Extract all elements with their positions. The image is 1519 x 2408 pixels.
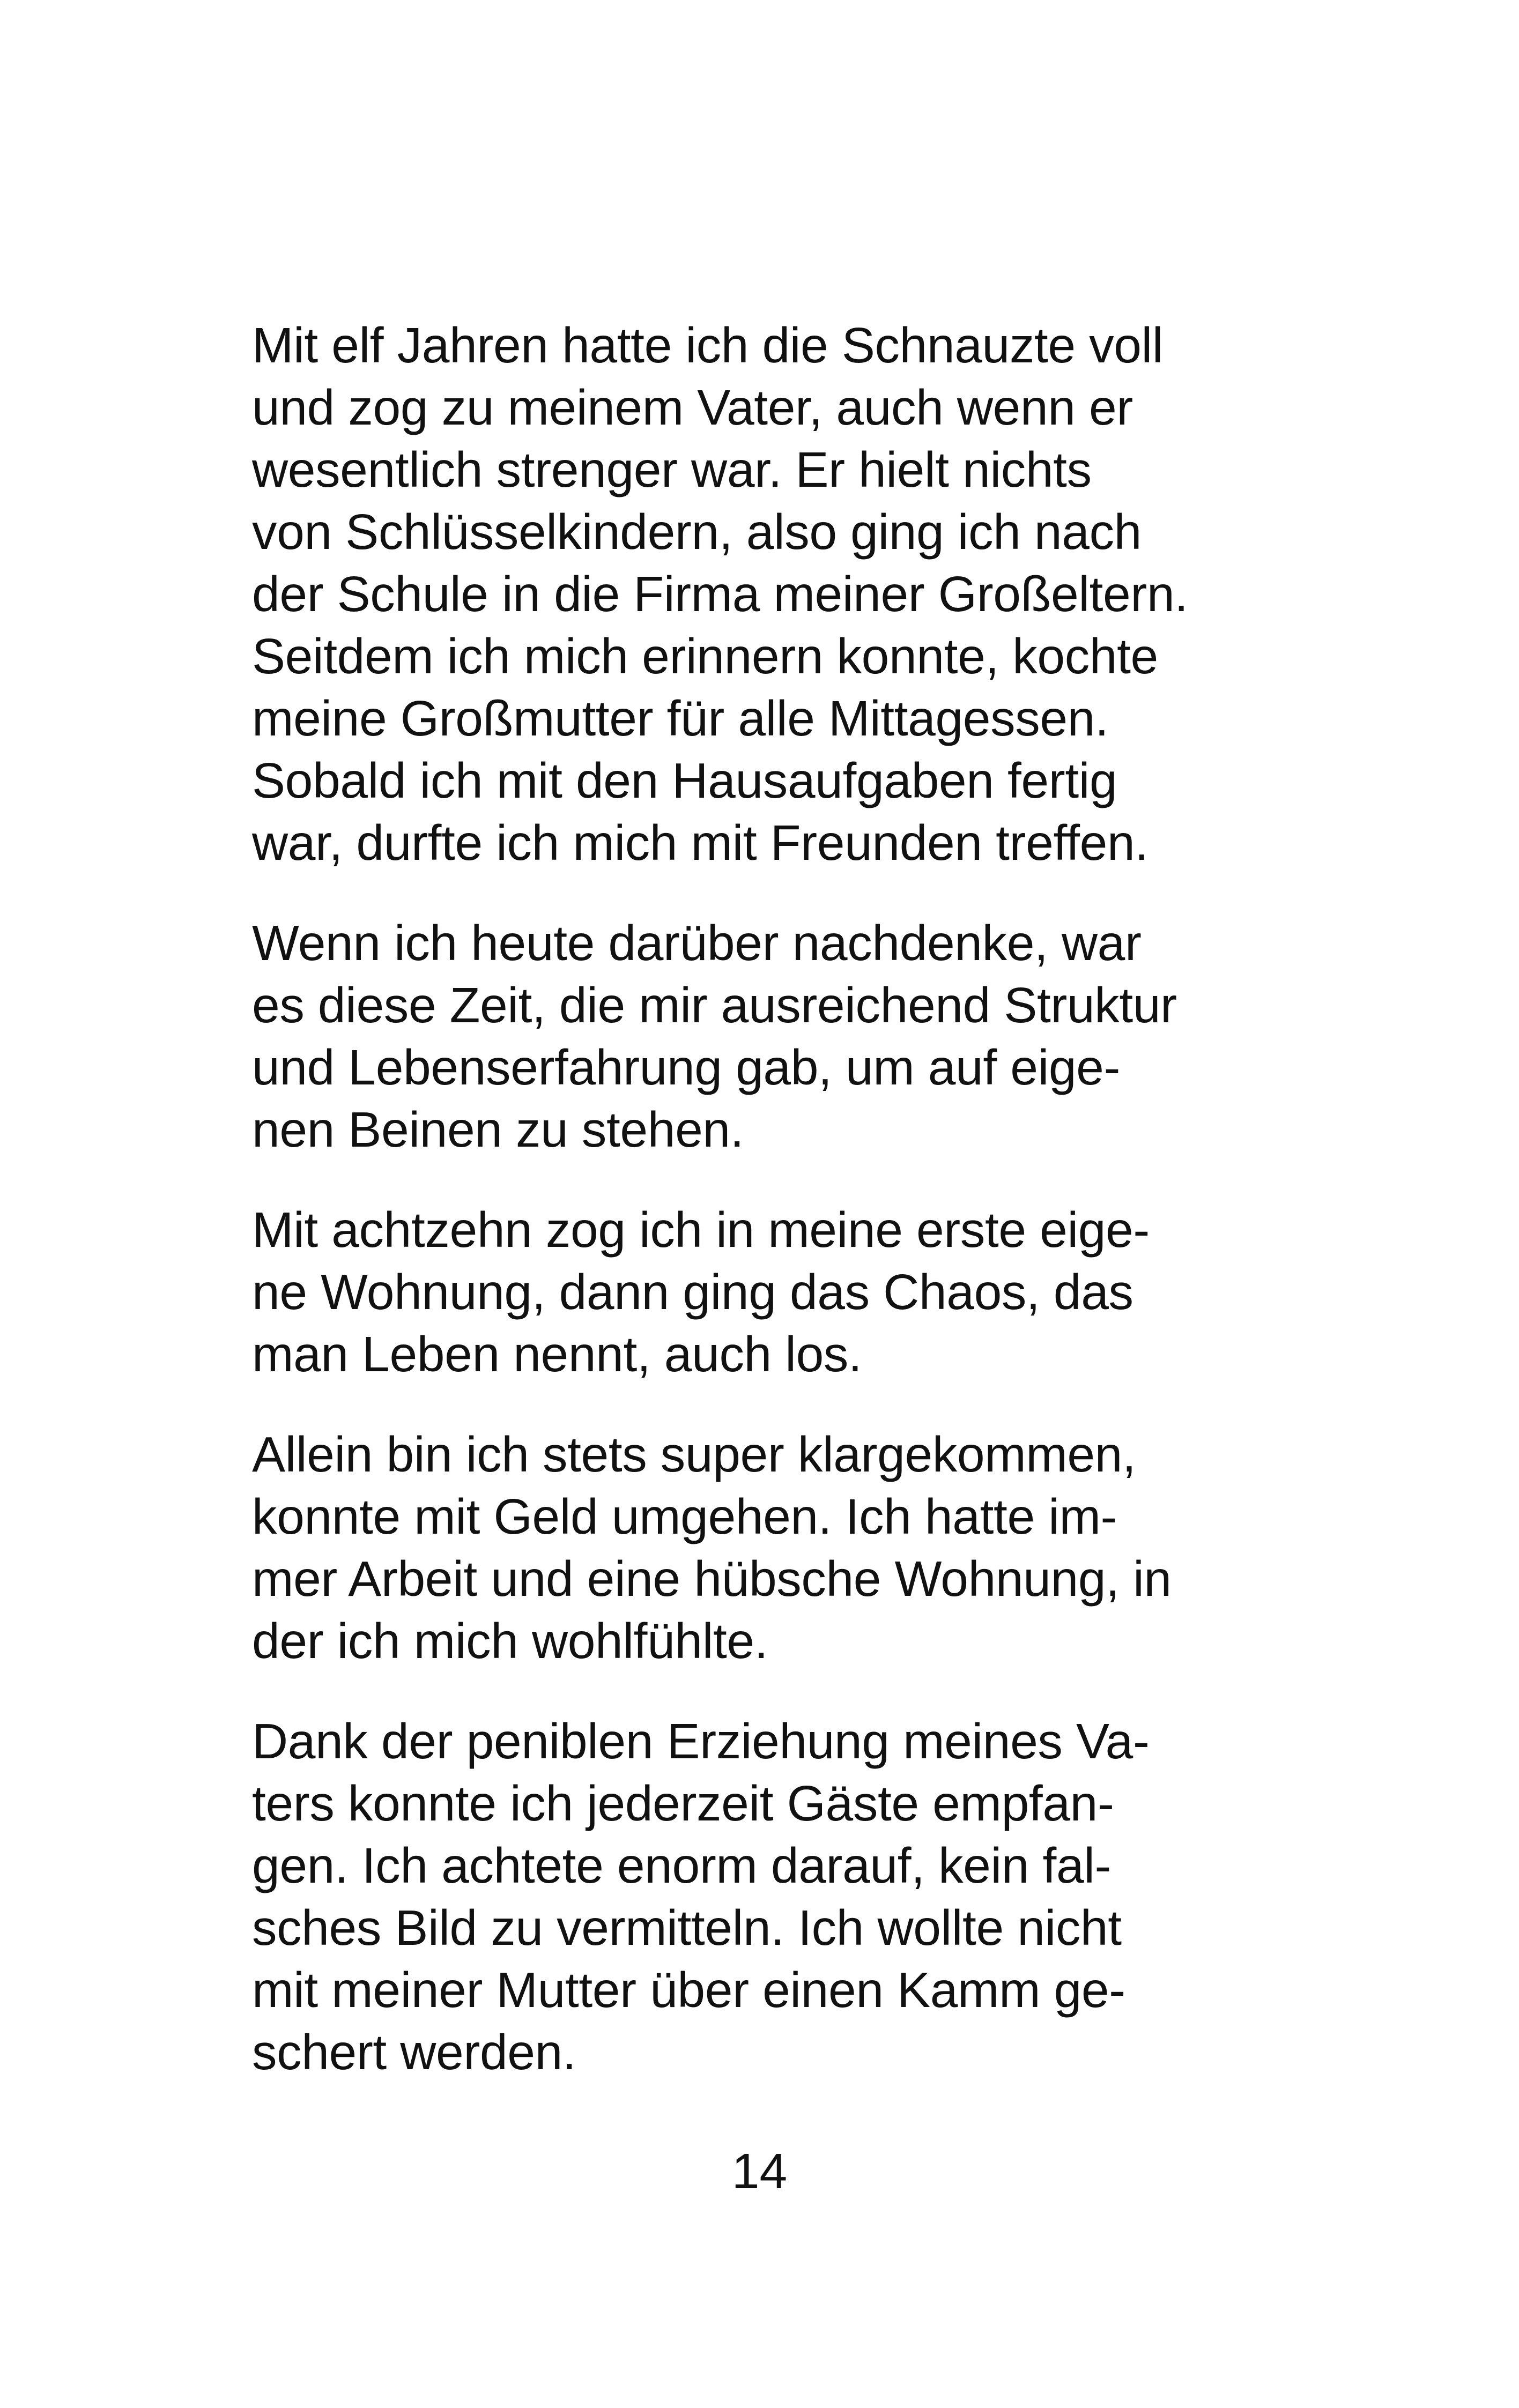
- text-line: der ich mich wohlfühlte.: [252, 1613, 768, 1669]
- paragraph: [252, 314, 1303, 874]
- text-line: Allein bin ich stets super klargekommen,: [252, 1426, 1136, 1482]
- text-line: von Schlüsselkindern, also ging ich nach: [252, 504, 1142, 560]
- text-line: Dank der peniblen Erziehung meines Va-: [252, 1713, 1150, 1769]
- text-line: meine Großmutter für alle Mittagessen.: [252, 690, 1109, 746]
- text-line: ne Wohnung, dann ging das Chaos, das: [252, 1264, 1133, 1320]
- text-line: sches Bild zu vermitteln. Ich wollte nicht: [252, 1900, 1122, 1956]
- text-line: ters konnte ich jederzeit Gäste empfan-: [252, 1775, 1114, 1831]
- text-line: mit meiner Mutter über einen Kamm ge-: [252, 1962, 1125, 2018]
- page-number: 14: [731, 2143, 788, 2199]
- text-line: war, durfte ich mich mit Freunden treffen.: [252, 815, 1148, 871]
- text-line: Mit elf Jahren hatte ich die Schnauzte voll: [252, 317, 1164, 373]
- text-line: und Lebenserfahrung gab, um auf eige-: [252, 1039, 1121, 1095]
- paragraph: [252, 912, 1303, 1161]
- text-line: nen Beinen zu stehen.: [252, 1102, 744, 1157]
- text-line: Sobald ich mit den Hausaufgaben fertig: [252, 753, 1117, 808]
- text-line: schert werden.: [252, 2024, 576, 2080]
- text-line: mer Arbeit und eine hübsche Wohnung, in: [252, 1551, 1172, 1607]
- paragraph: [252, 1423, 1303, 1672]
- text-line: man Leben nennt, auch los.: [252, 1326, 862, 1382]
- text-line: Seitdem ich mich erinnern konnte, kochte: [252, 628, 1158, 684]
- paragraph: [252, 1199, 1303, 1385]
- text-line: Mit achtzehn zog ich in meine erste eige-: [252, 1202, 1150, 1258]
- text-line: der Schule in die Firma meiner Großeltern.: [252, 566, 1188, 622]
- text-line: gen. Ich achtete enorm darauf, kein fal-: [252, 1838, 1112, 1893]
- paragraph: [252, 1710, 1303, 2083]
- text-line: Wenn ich heute darüber nachdenke, war: [252, 915, 1142, 971]
- text-line: und zog zu meinem Vater, auch wenn er: [252, 380, 1133, 435]
- text-line: konnte mit Geld umgehen. Ich hatte im-: [252, 1489, 1117, 1544]
- text-line: es diese Zeit, die mir ausreichend Struktur: [252, 977, 1177, 1033]
- text-line: wesentlich strenger war. Er hielt nichts: [252, 442, 1092, 497]
- body-text: [252, 314, 1303, 2121]
